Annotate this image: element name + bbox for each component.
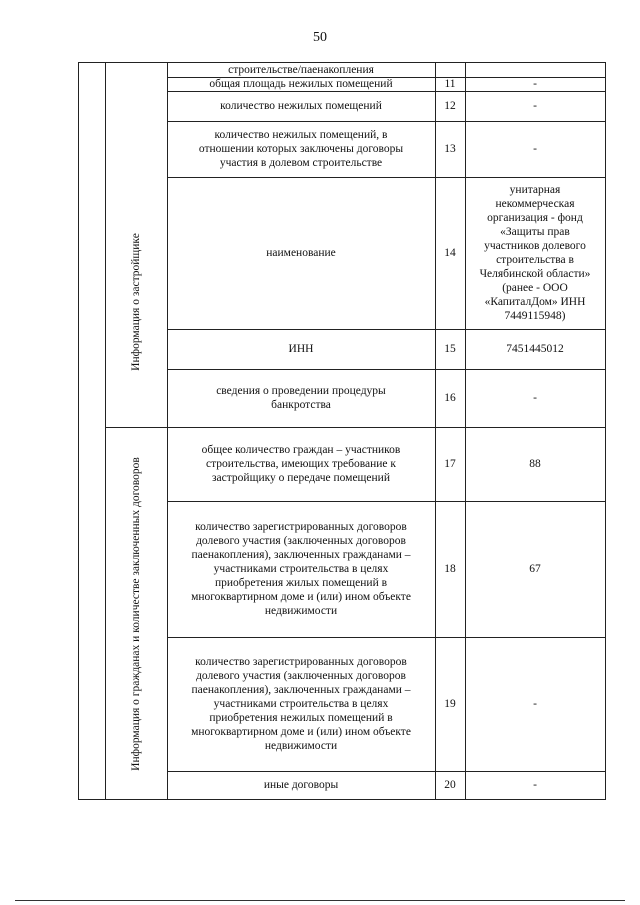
row-label: количество нежилых помещений, в отношении которых заключены договоры участия в долевом строительстве (198, 129, 404, 169)
section-label-developer: Информация о застройщике (130, 233, 142, 371)
row-label: общая площадь нежилых помещений (209, 78, 393, 90)
row-value: 88 (529, 458, 541, 470)
row-label: количество зарегистрированных договоров долевого участия (заключенных договоров паенакопления), заключенных гражданами – участниками строительства в целях приобретения жилых помещений в многоквартирном доме и (или) ином объекте недвижимости (191, 521, 411, 617)
row-label: количество зарегистрированных договоров долевого участия (заключенных договоров паенакопления), заключенных гражданами – участниками строительства в целях приобретения нежилых помещений в многоквартирном доме и (или) ином объекте недвижимости (191, 656, 411, 752)
row-value: - (533, 779, 537, 791)
row-number: 19 (444, 698, 456, 710)
row-value: 67 (529, 563, 541, 575)
row-number: 18 (444, 563, 456, 575)
row-number: 12 (444, 100, 456, 112)
row-number: 15 (444, 343, 456, 355)
row-label: общее количество граждан – участников строительства, имеющих требование к застройщику о передаче помещений (201, 444, 401, 484)
footer-rule (15, 900, 625, 901)
row-value: - (533, 698, 537, 710)
row-value: - (533, 100, 537, 112)
row-label: ИНН (288, 343, 314, 355)
row-value: унитарная некоммерческая организация - фонд «Защиты прав участников долевого строительства в Челябинской области» (ранее - ООО «КапиталДом» ИНН 7449115948) (479, 184, 591, 322)
row-number: 13 (444, 143, 456, 155)
row-number: 14 (444, 247, 456, 259)
row-value: - (533, 143, 537, 155)
row-label: количество нежилых помещений (220, 100, 382, 112)
row-label: строительстве/паенакопления (228, 64, 374, 76)
row-number: 20 (444, 779, 456, 791)
section-label-citizens: Информация о гражданах и количестве заключенных договоров (130, 457, 142, 771)
row-value: - (533, 392, 537, 404)
page-number: 50 (313, 30, 327, 45)
row-number: 16 (444, 392, 456, 404)
row-label: иные договоры (263, 779, 339, 791)
row-value: 7451445012 (506, 343, 564, 355)
row-value: - (533, 78, 537, 90)
row-number: 11 (444, 78, 456, 90)
row-label: сведения о проведении процедуры банкротства (216, 385, 386, 411)
row-label: наименование (266, 247, 336, 259)
data-table (78, 62, 606, 800)
row-number: 17 (444, 458, 456, 470)
